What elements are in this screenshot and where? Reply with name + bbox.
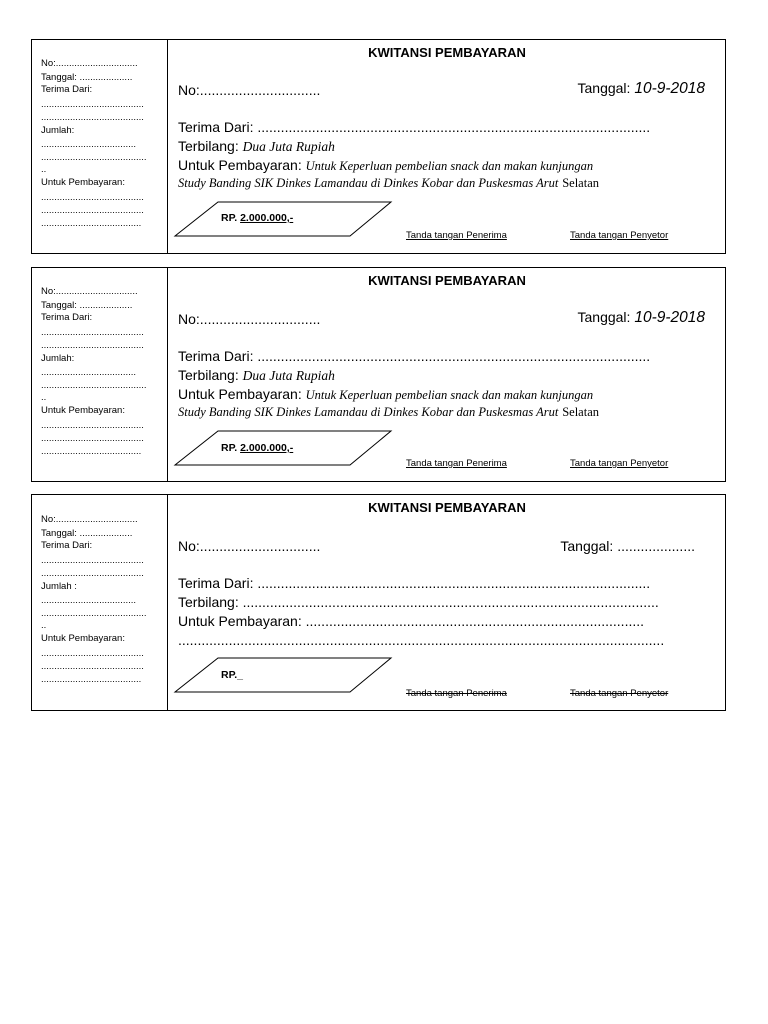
- receipt-1: [31, 39, 726, 254]
- sign-payer: Tanda tangan Penyetor: [570, 458, 669, 469]
- stub-dotted-line: ......................................: [41, 218, 142, 229]
- stub-tanggal: Tanggal: ....................: [41, 300, 133, 311]
- amount-box: [172, 657, 397, 693]
- stub-dotted-line: .......................................: [41, 327, 144, 338]
- terbilang-label: Terbilang:: [178, 367, 239, 383]
- stub-no: No:...............................: [41, 514, 138, 525]
- stub-dotted-line: .......................................: [41, 205, 144, 216]
- sign-receiver: Tanda tangan Penerima: [406, 230, 507, 241]
- stub-terima-dari: Terima Dari:: [41, 312, 93, 323]
- stub-jumlah: Jumlah :: [41, 581, 77, 592]
- receipt-body: [169, 40, 725, 253]
- terbilang-value: Dua Juta Rupiah: [242, 368, 335, 383]
- sign-receiver: Tanda tangan Penerima: [406, 458, 507, 469]
- stub-dotted-line: .......................................: [41, 420, 144, 431]
- receipt-untuk-continuation: .............................................................................................................................: [178, 632, 665, 648]
- stub-dotted-line: ........................................: [41, 380, 147, 391]
- untuk-value-line2-end: Selatan: [562, 176, 599, 190]
- receipt-untuk-pembayaran: [178, 386, 593, 404]
- receipt-amount: [221, 442, 293, 454]
- terbilang-value: Dua Juta Rupiah: [242, 139, 335, 154]
- tanggal-value: 10-9-2018: [634, 80, 705, 97]
- stub-untuk-pembayaran: Untuk Pembayaran:: [41, 633, 125, 644]
- stub-dotted-line: ..: [41, 620, 47, 631]
- stub-dotted-line: .......................................: [41, 648, 144, 659]
- stub-dotted-line: ........................................: [41, 152, 147, 163]
- amount-value: _: [237, 669, 243, 681]
- stub-dotted-line: ........................................: [41, 608, 147, 619]
- receipt-terbilang: Terbilang: ...........................................................................................................: [178, 594, 659, 610]
- stub-dotted-line: ..: [41, 392, 47, 403]
- receipt-amount: [221, 669, 243, 681]
- stub-dotted-line: ..: [41, 164, 47, 175]
- amount-value: 2.000.000,-: [240, 442, 294, 454]
- stub-jumlah: Jumlah:: [41, 353, 75, 364]
- stub-dotted-line: .......................................: [41, 433, 144, 444]
- untuk-value-line2: Study Banding SIK Dinkes Lamandau di Dinkes Kobar dan Puskesmas Arut: [178, 176, 559, 190]
- stub-dotted-line: ....................................: [41, 139, 137, 150]
- receipt-untuk-continuation: [178, 174, 599, 192]
- receipt-amount: [221, 212, 293, 224]
- receipt-3: [31, 494, 726, 711]
- stub-terima-dari: Terima Dari:: [41, 540, 93, 551]
- receipt-untuk-continuation: [178, 403, 599, 421]
- receipt-no: No:...............................: [178, 82, 321, 98]
- untuk-label: Untuk Pembayaran:: [178, 157, 302, 173]
- stub-dotted-line: .......................................: [41, 555, 144, 566]
- receipt-2: [31, 267, 726, 482]
- terbilang-label: Terbilang:: [178, 138, 239, 154]
- receipt-no: No:...............................: [178, 538, 321, 554]
- sign-payer: Tanda tangan Penyetor: [570, 688, 669, 699]
- receipt-terima-dari: Terima Dari: .....................................................................................................: [178, 575, 651, 591]
- stub-dotted-line: .......................................: [41, 99, 144, 110]
- receipt-stub: [32, 40, 168, 253]
- stub-jumlah: Jumlah:: [41, 125, 75, 136]
- amount-prefix: RP.: [221, 212, 238, 224]
- stub-dotted-line: ....................................: [41, 367, 137, 378]
- receipt-terima-dari: Terima Dari: .....................................................................................................: [178, 119, 651, 135]
- tanggal-label: Tanggal:: [577, 80, 631, 96]
- stub-dotted-line: ......................................: [41, 674, 142, 685]
- stub-no: No:...............................: [41, 286, 138, 297]
- stub-dotted-line: ......................................: [41, 446, 142, 457]
- receipt-title: KWITANSI PEMBAYARAN: [368, 45, 526, 60]
- receipt-tanggal: Tanggal: ....................: [560, 538, 695, 554]
- untuk-value-line2: Study Banding SIK Dinkes Lamandau di Dinkes Kobar dan Puskesmas Arut: [178, 405, 559, 419]
- amount-prefix: RP.: [221, 669, 238, 681]
- stub-untuk-pembayaran: Untuk Pembayaran:: [41, 177, 125, 188]
- amount-value: 2.000.000,-: [240, 212, 294, 224]
- stub-untuk-pembayaran: Untuk Pembayaran:: [41, 405, 125, 416]
- untuk-value: Untuk Keperluan pembelian snack dan makan kunjungan: [305, 388, 594, 402]
- receipt-terbilang: [178, 367, 335, 384]
- stub-tanggal: Tanggal: ....................: [41, 72, 133, 83]
- receipt-title: KWITANSI PEMBAYARAN: [368, 273, 526, 288]
- receipt-untuk-pembayaran: Untuk Pembayaran: .......................................................................................: [178, 613, 645, 629]
- receipt-body: [169, 495, 725, 710]
- stub-no: No:...............................: [41, 58, 138, 69]
- stub-dotted-line: .......................................: [41, 192, 144, 203]
- receipt-no: No:...............................: [178, 311, 321, 327]
- sign-receiver: Tanda tangan Penerima: [406, 688, 507, 699]
- stub-dotted-line: .......................................: [41, 340, 144, 351]
- amount-prefix: RP.: [221, 442, 238, 454]
- untuk-value-line2-end: Selatan: [562, 405, 599, 419]
- receipt-tanggal: [578, 309, 706, 326]
- untuk-label: Untuk Pembayaran:: [178, 386, 302, 402]
- stub-tanggal: Tanggal: ....................: [41, 528, 133, 539]
- receipt-stub: [32, 268, 168, 481]
- stub-dotted-line: ....................................: [41, 595, 137, 606]
- receipt-terbilang: [178, 138, 335, 155]
- stub-dotted-line: .......................................: [41, 112, 144, 123]
- tanggal-value: 10-9-2018: [634, 309, 705, 326]
- stub-terima-dari: Terima Dari:: [41, 84, 93, 95]
- receipt-title: KWITANSI PEMBAYARAN: [368, 500, 526, 515]
- receipt-terima-dari: Terima Dari: .....................................................................................................: [178, 348, 651, 364]
- receipt-untuk-pembayaran: [178, 157, 593, 175]
- untuk-value: Untuk Keperluan pembelian snack dan makan kunjungan: [305, 159, 594, 173]
- receipt-stub: [32, 495, 168, 710]
- receipt-body: [169, 268, 725, 481]
- receipt-tanggal: [578, 80, 706, 97]
- tanggal-label: Tanggal:: [577, 309, 631, 325]
- stub-dotted-line: .......................................: [41, 568, 144, 579]
- sign-payer: Tanda tangan Penyetor: [570, 230, 669, 241]
- stub-dotted-line: .......................................: [41, 661, 144, 672]
